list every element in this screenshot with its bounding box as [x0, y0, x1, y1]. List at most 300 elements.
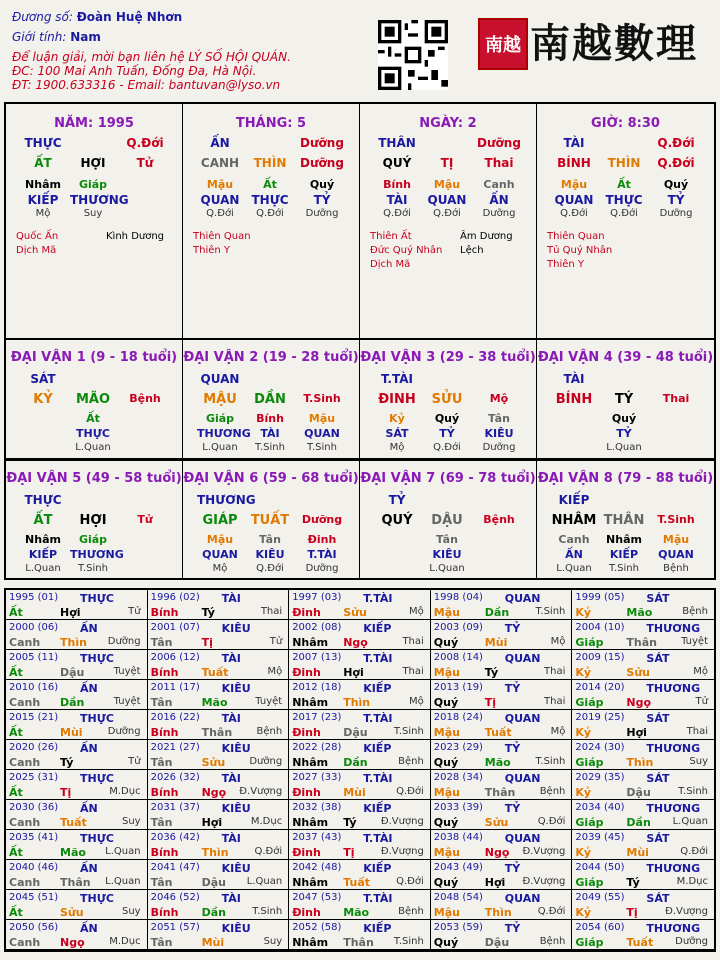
year-state: Thai: [260, 606, 283, 617]
year-state: Suy: [263, 936, 283, 947]
dai-van-hidden-text: QUAN: [658, 548, 694, 561]
year-cell[interactable]: [6, 740, 148, 770]
year-cell[interactable]: [289, 920, 431, 950]
year-chi: Ngọ: [626, 696, 652, 709]
year-label: 2002 (08): [292, 622, 342, 633]
year-state: Mộ: [409, 606, 424, 617]
star-item: Thiên Quan: [193, 231, 251, 242]
year-can: Canh: [9, 756, 41, 769]
star-item: Thiên Ất: [370, 231, 412, 242]
year-god: ẤN: [80, 862, 98, 875]
year-chi: Dậu: [484, 936, 510, 949]
pillar-mid-text: TỊ: [440, 156, 454, 170]
year-chi: Tý: [626, 876, 640, 889]
year-state: Bệnh: [398, 906, 424, 917]
year-state: Đ.Vượng: [665, 906, 708, 917]
year-cell[interactable]: [148, 740, 290, 770]
year-cell[interactable]: [289, 770, 431, 800]
year-cell[interactable]: [6, 770, 148, 800]
year-can: Ất: [9, 786, 23, 799]
dai-van-god: TỶ: [388, 493, 406, 507]
year-label: 2029 (35): [575, 772, 625, 783]
dai-van-chi: MÃO: [75, 392, 111, 407]
hidden-stem-text: QUAN: [427, 193, 467, 207]
dai-van-hidden-text: KIẾP: [28, 548, 58, 561]
year-god: ẤN: [80, 682, 98, 695]
star-item: Tủ Quý Nhân: [547, 245, 613, 256]
year-god: SÁT: [646, 592, 670, 605]
year-label: 2020 (26): [9, 742, 59, 753]
gender-value: Nam: [70, 30, 101, 44]
year-cell[interactable]: [148, 680, 290, 710]
pillar-mid-text: Tử: [136, 156, 154, 170]
year-can: Bính: [150, 666, 179, 679]
dai-van-chi: TUẤT: [250, 513, 290, 528]
year-cell[interactable]: [148, 710, 290, 740]
dai-van-title: ĐẠI VẬN 5 (49 - 58 tuổi): [6, 471, 182, 486]
year-chi: Sửu: [60, 906, 84, 919]
year-can: Tân: [150, 636, 173, 649]
year-state: M.Dục: [676, 876, 708, 887]
gender-label: Giới tính:: [12, 30, 67, 44]
year-god: KIÊU: [221, 862, 251, 875]
hidden-stem-text: Ất: [617, 178, 631, 191]
year-can: Tân: [150, 696, 173, 709]
year-label: 2040 (46): [9, 862, 59, 873]
dai-van-title: ĐẠI VẬN 1 (9 - 18 tuổi): [10, 350, 178, 365]
year-god: TÀI: [221, 772, 241, 785]
year-can: Canh: [9, 696, 41, 709]
year-label: 2004 (10): [575, 622, 625, 633]
year-cell[interactable]: [431, 740, 573, 770]
dai-van-hidden-text: Q.Đới: [433, 442, 461, 453]
dai-van-hidden-text: TỶ: [439, 427, 455, 440]
year-cell[interactable]: [289, 830, 431, 860]
year-god: KIẾP: [363, 622, 392, 635]
year-cell[interactable]: [431, 890, 573, 920]
year-chi: Tý: [343, 816, 357, 829]
year-chi: Thân: [201, 726, 233, 739]
year-state: Mộ: [267, 666, 283, 677]
year-god: T.TÀI: [363, 832, 393, 845]
dai-van-8: [537, 461, 714, 578]
year-god: QUAN: [504, 772, 541, 785]
year-god: THỰC: [80, 592, 114, 605]
year-god: TỶ: [504, 922, 521, 935]
dai-van-hidden-text: Mộ: [212, 563, 228, 574]
year-god: THƯƠNG: [646, 862, 701, 875]
year-can: Quý: [433, 876, 459, 889]
year-label: 2013 (19): [433, 682, 483, 693]
dai-van-5: [6, 461, 183, 578]
year-state: L.Quan: [246, 876, 283, 887]
year-can: Giáp: [575, 756, 604, 769]
year-state: Suy: [121, 816, 141, 827]
hidden-stem-text: TỶ: [313, 193, 331, 207]
year-cell[interactable]: [289, 800, 431, 830]
year-god: T.TÀI: [363, 772, 393, 785]
year-can: Bính: [150, 906, 179, 919]
year-can: Đinh: [292, 786, 321, 799]
year-label: 2039 (45): [575, 832, 625, 843]
dai-van-hidden-text: TÀI: [260, 427, 280, 440]
dai-van-title: ĐẠI VẬN 6 (59 - 68 tuổi): [183, 471, 359, 486]
dai-van-god: QUAN: [200, 372, 240, 386]
year-chi: Hợi: [626, 726, 647, 739]
dai-van-hidden-text: T.Sinh: [255, 442, 285, 453]
dai-van-hidden-text: L.Quan: [606, 442, 642, 453]
year-state: Q.Đới: [254, 846, 283, 857]
year-cell[interactable]: [572, 800, 714, 830]
dai-van-hidden-text: SÁT: [385, 427, 409, 440]
year-cell[interactable]: [148, 920, 290, 950]
hidden-stem-text: Quý: [309, 178, 335, 191]
year-cell[interactable]: [6, 710, 148, 740]
year-cell[interactable]: [148, 890, 290, 920]
year-god: THỰC: [80, 892, 114, 905]
year-chi: Tuất: [484, 726, 512, 739]
year-can: Kỷ: [575, 846, 592, 859]
dai-van-god: TÀI: [563, 372, 585, 386]
year-cell[interactable]: [572, 920, 714, 950]
dai-van-state: T.Sinh: [657, 513, 695, 526]
year-can: Canh: [9, 876, 41, 889]
year-cell[interactable]: [289, 620, 431, 650]
year-state: M.Dục: [250, 816, 283, 827]
year-can: Mậu: [433, 666, 460, 679]
year-state: Q.Đới: [537, 906, 566, 917]
dai-van-chi: TÝ: [614, 392, 634, 407]
year-chi: Ngọ: [60, 936, 85, 949]
dai-van-state: T.Sinh: [303, 392, 341, 405]
year-can: Mậu: [433, 906, 460, 919]
pillar-top-text: Dưỡng: [477, 136, 521, 150]
dai-van-row-2: [4, 460, 716, 580]
year-cell[interactable]: [6, 590, 148, 620]
year-cell[interactable]: [289, 710, 431, 740]
hidden-stem-text: Dưỡng: [659, 208, 693, 219]
year-cell[interactable]: [572, 650, 714, 680]
year-can: Kỷ: [575, 606, 592, 619]
hidden-stem-text: Mậu: [560, 178, 588, 191]
dai-van-title: ĐẠI VẬN 2 (19 - 28 tuổi): [183, 350, 359, 365]
year-cell[interactable]: [6, 830, 148, 860]
year-cell[interactable]: [289, 890, 431, 920]
year-chi: Tị: [484, 696, 497, 709]
dai-van-hidden-text: T.Sinh: [78, 563, 108, 574]
year-god: TỶ: [504, 622, 521, 635]
year-state: Tử: [269, 636, 283, 647]
dai-van-hidden-text: THƯƠNG: [70, 548, 124, 561]
year-cell[interactable]: [6, 620, 148, 650]
year-state: Dưỡng: [107, 636, 141, 647]
year-can: Kỷ: [575, 726, 592, 739]
year-chi: Mùi: [343, 786, 366, 799]
year-cell[interactable]: [431, 710, 573, 740]
year-label: 2027 (33): [292, 772, 342, 783]
dai-van-hidden-text: KIÊU: [484, 427, 514, 440]
year-god: KIÊU: [221, 742, 251, 755]
star-list-right: [460, 230, 536, 258]
dai-van-hidden-text: KIÊU: [255, 548, 285, 561]
year-chi: Dậu: [201, 876, 226, 889]
dai-van-can: NHÂM: [551, 513, 597, 528]
hidden-stem-text: QUAN: [554, 193, 594, 207]
year-can: Đinh: [292, 666, 321, 679]
dai-van-can: ẤT: [33, 513, 53, 528]
year-state: T.Sinh: [678, 786, 708, 797]
year-cell[interactable]: [148, 860, 290, 890]
dai-van-title: ĐẠI VẬN 3 (29 - 38 tuổi): [360, 350, 536, 365]
year-cell[interactable]: [148, 830, 290, 860]
year-cell[interactable]: [431, 920, 573, 950]
year-chi: Dần: [626, 816, 651, 829]
year-cell[interactable]: [572, 680, 714, 710]
star-item: Dịch Mã: [370, 259, 411, 270]
year-can: Đinh: [292, 606, 321, 619]
year-cell[interactable]: [572, 770, 714, 800]
year-cell[interactable]: [289, 740, 431, 770]
year-can: Đinh: [292, 846, 321, 859]
year-state: Đ.Vượng: [380, 846, 424, 857]
year-state: L.Quan: [105, 876, 141, 887]
year-cell[interactable]: [431, 830, 573, 860]
star-item: Âm Dương Lệch: [460, 231, 513, 256]
year-cell[interactable]: [431, 800, 573, 830]
hidden-stem-text: TỶ: [667, 193, 685, 207]
year-god: TÀI: [221, 892, 241, 905]
year-chi: Thìn: [484, 906, 512, 919]
year-label: 2032 (38): [292, 802, 342, 813]
star-item: Thiên Quan: [547, 231, 605, 242]
owner-line: [12, 10, 182, 24]
year-cell[interactable]: [572, 620, 714, 650]
year-cell[interactable]: [148, 620, 290, 650]
year-chi: Tuất: [343, 876, 370, 889]
dai-van-hidden-text: Tân: [259, 533, 281, 546]
dai-van-hidden-text: Nhâm: [606, 533, 642, 546]
year-state: Thai: [402, 666, 424, 677]
year-cell[interactable]: [6, 680, 148, 710]
year-cell[interactable]: [289, 650, 431, 680]
year-cell[interactable]: [431, 860, 573, 890]
year-state: Q.Đới: [680, 846, 708, 857]
year-can: Giáp: [575, 696, 604, 709]
star-item: Dịch Mã: [16, 245, 57, 256]
dai-van-state: Mộ: [489, 392, 509, 405]
year-can: Nhâm: [292, 876, 329, 889]
hidden-stem-text: QUAN: [200, 193, 240, 207]
dai-van-hidden-text: Bệnh: [663, 563, 689, 574]
year-label: 2045 (51): [9, 892, 59, 903]
year-state: Dưỡng: [675, 936, 708, 947]
year-label: 2021 (27): [150, 742, 200, 753]
year-god: SÁT: [646, 772, 670, 785]
year-can: Quý: [433, 936, 459, 949]
year-state: Tuyệt: [681, 636, 708, 647]
year-state: Mộ: [693, 666, 708, 677]
year-cell[interactable]: [289, 680, 431, 710]
year-god: ẤN: [80, 922, 98, 935]
year-god: T.TÀI: [363, 652, 393, 665]
year-chi: Tị: [201, 636, 213, 649]
year-can: Kỷ: [575, 786, 592, 799]
dai-van-title: ĐẠI VẬN 8 (79 - 88 tuổi): [537, 471, 714, 486]
pillar-top-text: THÂN: [378, 136, 416, 150]
year-god: THỰC: [80, 652, 114, 665]
year-chi: Tý: [60, 756, 74, 769]
year-chi: Mùi: [60, 726, 83, 739]
year-state: Đ.Vượng: [380, 816, 424, 827]
year-cell[interactable]: [6, 800, 148, 830]
year-cell[interactable]: [431, 650, 573, 680]
dai-van-chi: HỢI: [79, 513, 107, 528]
star-list-right: [106, 230, 164, 244]
year-label: 2052 (58): [292, 922, 342, 933]
year-god: THƯƠNG: [646, 742, 701, 755]
dai-van-hidden-text: Mậu: [662, 533, 690, 546]
year-cell[interactable]: [148, 770, 290, 800]
hidden-stem-text: THỰC: [605, 193, 643, 207]
year-chi: Tị: [343, 846, 355, 859]
year-can: Mậu: [433, 846, 460, 859]
year-cell[interactable]: [289, 590, 431, 620]
hidden-stem-text: Mậu: [206, 178, 234, 191]
year-label: 2018 (24): [433, 712, 483, 723]
dai-van-2: [183, 340, 360, 458]
year-chi: Dần: [201, 906, 226, 919]
year-god: T.TÀI: [363, 712, 393, 725]
header: [0, 0, 720, 100]
year-cell[interactable]: [572, 710, 714, 740]
hidden-stem-text: Quý: [663, 178, 689, 191]
year-can: Bính: [150, 726, 179, 739]
dai-van-state: Dưỡng: [301, 513, 343, 526]
year-cell[interactable]: [148, 590, 290, 620]
year-state: Đ.Vượng: [522, 846, 566, 857]
year-label: 2006 (12): [150, 652, 200, 663]
year-can: Tân: [150, 876, 173, 889]
year-state: Q.Đới: [396, 786, 424, 797]
year-cell[interactable]: [572, 740, 714, 770]
year-chi: Thân: [484, 786, 516, 799]
year-label: 2003 (09): [433, 622, 483, 633]
year-cell[interactable]: [6, 920, 148, 950]
dai-van-can: MẬU: [203, 392, 237, 407]
dai-van-hidden-text: L.Quan: [429, 563, 465, 574]
dai-van-hidden-text: Canh: [558, 533, 590, 546]
dai-van-hidden-text: L.Quan: [75, 442, 111, 453]
year-chi: Dần: [60, 696, 85, 709]
pillar-title: GIỜ: 8:30: [591, 116, 660, 131]
year-can: Kỷ: [575, 666, 592, 679]
star-list-left: [193, 230, 251, 258]
year-chi: Hợi: [343, 666, 364, 679]
year-state: Dưỡng: [107, 726, 141, 737]
contact-line-3[interactable]: ĐT: 1900.633316 - Email: bantuvan@lyso.vn: [12, 78, 281, 92]
star-item: Quốc Ấn: [16, 231, 59, 242]
year-label: 2012 (18): [292, 682, 342, 693]
year-god: TÀI: [221, 592, 241, 605]
year-state: T.Sinh: [535, 606, 566, 617]
dai-van-hidden-text: T.Sinh: [307, 442, 337, 453]
year-god: QUAN: [504, 652, 541, 665]
year-label: 2019 (25): [575, 712, 625, 723]
year-cell[interactable]: [572, 830, 714, 860]
year-cell[interactable]: [6, 650, 148, 680]
dai-van-god: THƯƠNG: [197, 493, 256, 507]
year-cell[interactable]: [6, 860, 148, 890]
dai-van-hidden-text: QUAN: [202, 548, 238, 561]
dai-van-7: [360, 461, 537, 578]
year-god: TÀI: [221, 712, 241, 725]
year-label: 2034 (40): [575, 802, 625, 813]
year-cell[interactable]: [148, 800, 290, 830]
year-state: Dưỡng: [249, 756, 283, 767]
year-cell[interactable]: [289, 860, 431, 890]
year-state: Q.Đới: [396, 876, 424, 887]
year-god: QUAN: [504, 832, 541, 845]
contact-line-1: Để luận giải, mời bạn liên hệ LÝ SỐ HỘI QUÁN.: [12, 50, 291, 64]
year-state: Thai: [402, 636, 424, 647]
hidden-stem-text: Dưỡng: [305, 208, 339, 219]
pillar-top-text: Q.Đới: [657, 136, 695, 150]
dai-van-god: T.TÀI: [381, 372, 413, 386]
year-state: Bệnh: [539, 936, 566, 947]
year-god: THƯƠNG: [646, 682, 701, 695]
year-god: KIẾP: [363, 682, 392, 695]
pillar-mid-text: BÍNH: [557, 156, 591, 170]
dai-van-hidden-text: Mộ: [389, 442, 405, 453]
annual-luck-table: [4, 588, 716, 952]
year-label: 2030 (36): [9, 802, 59, 813]
year-god: ẤN: [80, 742, 98, 755]
year-cell[interactable]: [572, 590, 714, 620]
year-god: ẤN: [80, 802, 98, 815]
qr-code-icon: [378, 20, 448, 90]
pillar-mid-text: THÌN: [607, 156, 641, 170]
hidden-stem-text: Q.Đới: [560, 208, 588, 219]
year-cell[interactable]: [431, 770, 573, 800]
year-god: KIẾP: [363, 922, 392, 935]
hidden-stem-text: Q.Đới: [610, 208, 638, 219]
year-cell[interactable]: [572, 890, 714, 920]
year-cell[interactable]: [431, 590, 573, 620]
year-cell[interactable]: [431, 620, 573, 650]
year-label: 2005 (11): [9, 652, 59, 663]
year-label: 2016 (22): [150, 712, 200, 723]
year-chi: Dậu: [60, 666, 85, 679]
year-cell[interactable]: [572, 860, 714, 890]
pillar-mid-text: CANH: [200, 156, 240, 170]
pillar-mid-text: HỢI: [80, 156, 106, 170]
year-label: 2047 (53): [292, 892, 342, 903]
year-cell[interactable]: [148, 650, 290, 680]
year-cell[interactable]: [431, 680, 573, 710]
dai-van-row-1: [4, 340, 716, 460]
year-god: SÁT: [646, 652, 670, 665]
year-can: Đinh: [292, 906, 321, 919]
dai-van-hidden-text: T.TÀI: [307, 548, 337, 561]
year-can: Nhâm: [292, 936, 329, 949]
year-can: Bính: [150, 606, 179, 619]
year-cell[interactable]: [6, 890, 148, 920]
year-label: 1995 (01): [9, 592, 59, 603]
dai-van-state: Bệnh: [129, 392, 161, 405]
year-god: TÀI: [221, 832, 241, 845]
hidden-stem-text: Suy: [83, 208, 103, 219]
year-god: SÁT: [646, 892, 670, 905]
